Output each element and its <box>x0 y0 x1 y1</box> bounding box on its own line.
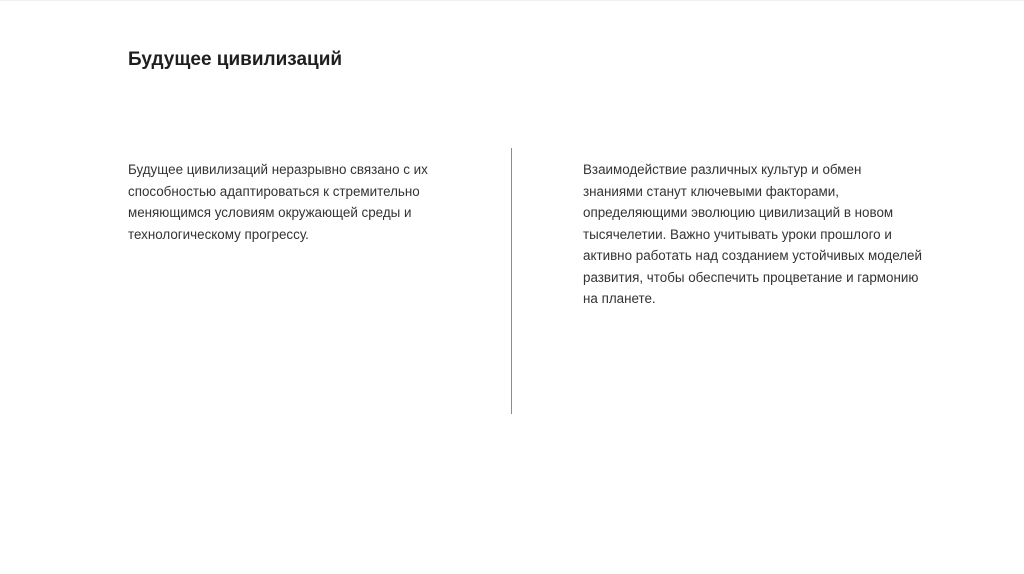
slide-title: Будущее цивилизаций <box>128 49 343 70</box>
right-column-text: Взаимодействие различных культур и обмен знаниями станут ключевыми факторами, определяющими эволюцию цивилизаций в новом тысячелетии. Важно учитывать уроки прошлого и активно работать над созданием устойчивых моделей развития, чтобы обеспечить процветание и гармонию на планете. <box>583 162 922 306</box>
column-divider <box>511 148 512 414</box>
left-column-text: Будущее цивилизаций неразрывно связано с их способностью адаптироваться к стремительно меняющимся условиям окружающей среды и технологическому прогрессу. <box>128 162 428 242</box>
